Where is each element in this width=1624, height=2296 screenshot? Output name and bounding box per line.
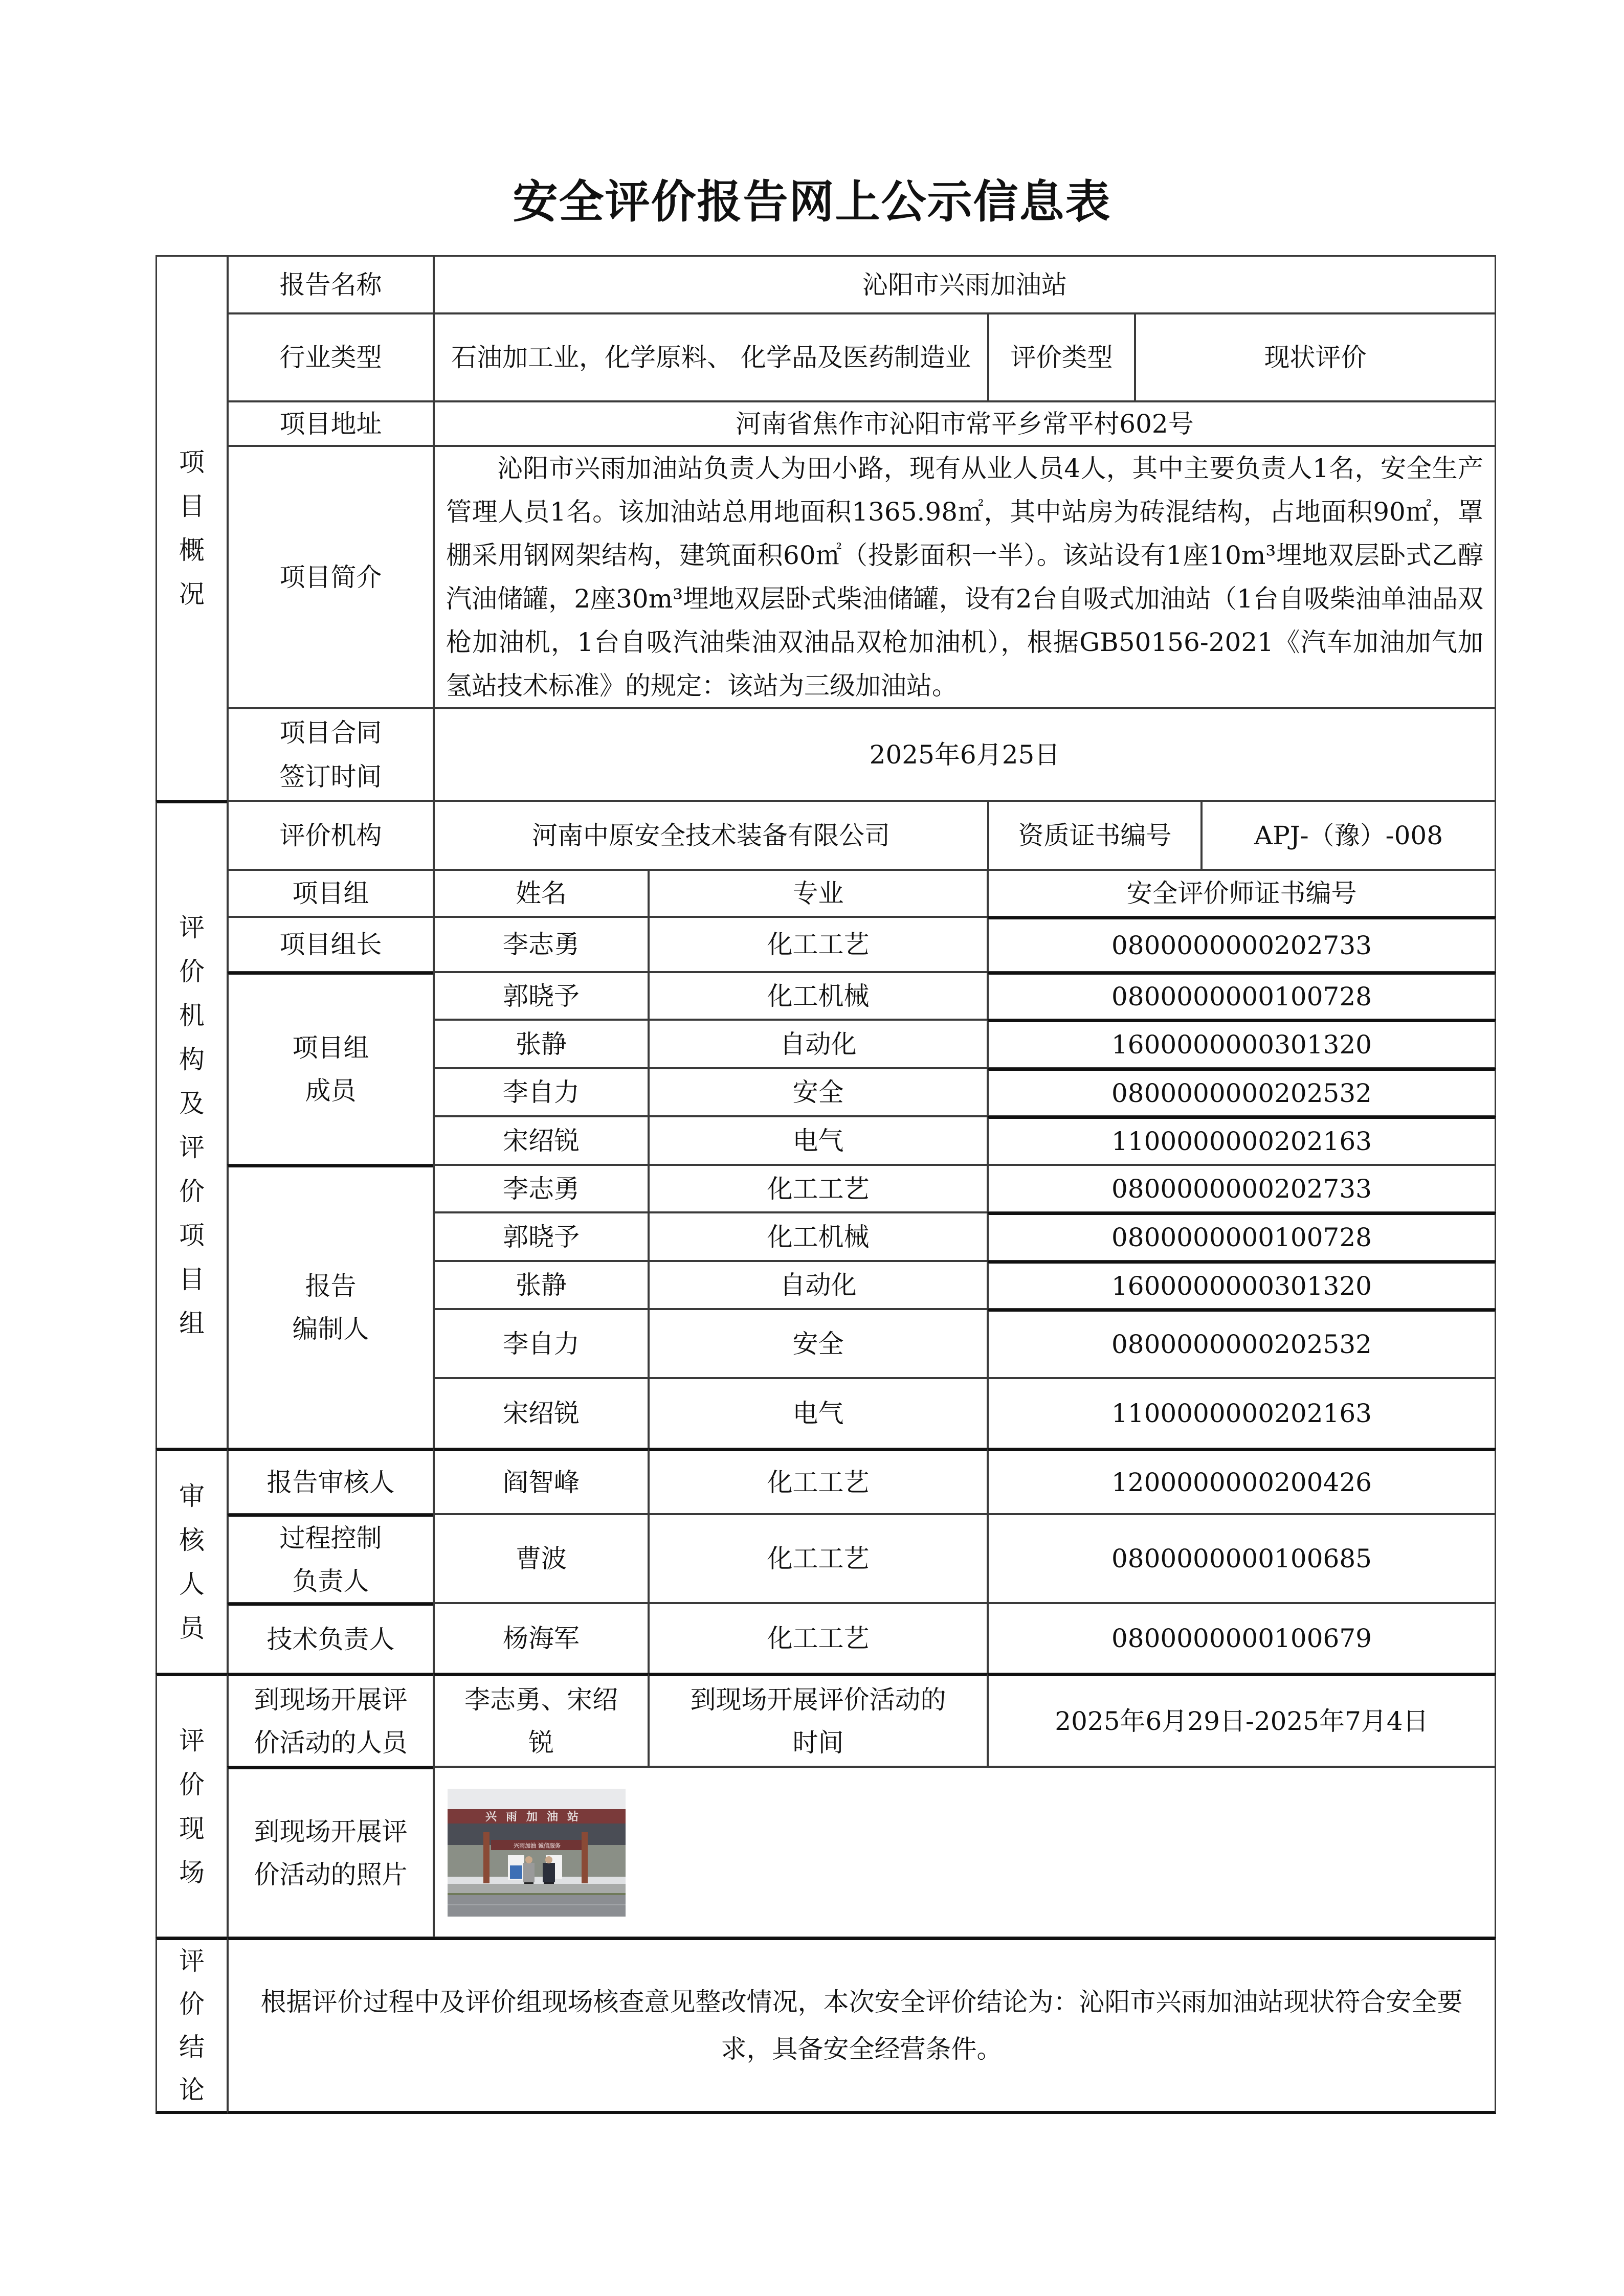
section-char: 目	[179, 1265, 205, 1294]
process-control-cert: 0800000000100685	[987, 1514, 1496, 1604]
authors-label	[227, 1164, 434, 1449]
member-cert: 0800000000202532	[987, 1068, 1496, 1117]
role-line: 过程控制	[279, 1523, 382, 1553]
member-name: 宋绍锐	[433, 1116, 649, 1165]
site-time-value: 2025年6月29日-2025年7月4日	[987, 1673, 1496, 1767]
site-time-label	[648, 1673, 988, 1767]
industry-label: 行业类型	[227, 313, 434, 402]
intro-text: 沁阳市兴雨加油站负责人为田小路，现有从业人员4人，其中主要负责人1名，安全生产管理人员1名。该加油站总用地面积1365.98㎡，其中站房为砖混结构，占地面积90㎡，罩棚采用钢网架结构，建筑面积60㎡（投影面积一半）。该站设有1座10m³埋地双层卧式乙醇汽油储罐，2座30m³埋地双层卧式柴油储罐，设有2台自吸式加油站（1台自吸柴油单油品双枪加油机，1台自吸汽油柴油双油品双枪加油机），根据GB50156-2021《汽车加油加气加氢站技术标准》的规定：该站为三级加油站。	[446, 453, 1483, 701]
section-label-review	[155, 1448, 228, 1674]
authors-label-line: 编制人	[292, 1314, 369, 1344]
label-line: 价活动的照片	[254, 1859, 408, 1889]
author-cert: 0800000000202532	[987, 1309, 1496, 1379]
address-value: 河南省焦作市沁阳市常平乡常平村602号	[433, 401, 1496, 446]
section-char: 概	[179, 535, 205, 565]
author-cert: 1600000000301320	[987, 1260, 1496, 1310]
members-label	[227, 972, 434, 1165]
contract-date: 2025年6月25日	[433, 708, 1496, 801]
section-char: 结	[179, 2032, 205, 2062]
eval-type-value: 现状评价	[1134, 313, 1496, 402]
section-char: 人	[179, 1569, 205, 1599]
reviewer-major: 化工工艺	[648, 1448, 988, 1515]
section-char: 审	[179, 1481, 205, 1511]
report-name-label: 报告名称	[227, 255, 434, 314]
process-control-major: 化工工艺	[648, 1514, 988, 1604]
conclusion-text: 根据评价过程中及评价组现场核查意见整改情况，本次安全评价结论为：沁阳市兴雨加油站现状符合安全要求，具备安全经营条件。	[227, 1937, 1496, 2114]
section-char: 论	[179, 2075, 205, 2105]
site-persons-value	[433, 1673, 649, 1767]
author-major: 自动化	[648, 1260, 988, 1310]
process-control-role	[227, 1514, 434, 1604]
members-label-line: 项目组	[292, 1033, 369, 1063]
cert-no: APJ-（豫）-008	[1201, 800, 1496, 870]
section-char: 项	[179, 1221, 205, 1250]
section-char: 机	[179, 1001, 205, 1030]
section-char: 评	[179, 1725, 205, 1755]
section-char: 评	[179, 1946, 205, 1976]
address-label: 项目地址	[227, 401, 434, 446]
section-char: 价	[179, 1177, 205, 1206]
persons-line: 锐	[528, 1727, 554, 1758]
member-major: 安全	[648, 1068, 988, 1117]
leader-major: 化工工艺	[648, 916, 988, 973]
section-char: 价	[179, 1989, 205, 2019]
eval-type-label: 评价类型	[988, 313, 1136, 402]
section-char: 目	[179, 491, 205, 521]
contract-label-line: 签订时间	[279, 761, 382, 792]
photo-sign-text: 兴雨加油站	[485, 1811, 588, 1824]
member-name: 张静	[433, 1019, 649, 1069]
cert-label: 资质证书编号	[988, 800, 1202, 870]
intro-value	[433, 445, 1496, 709]
author-major: 安全	[648, 1309, 988, 1379]
member-major: 自动化	[648, 1019, 988, 1069]
tech-lead-role: 技术负责人	[227, 1603, 434, 1674]
industry-value: 石油加工业，化学原料、 化学品及医药制造业	[433, 313, 989, 402]
section-char: 场	[179, 1857, 205, 1887]
page-title: 安全评价报告网上公示信息表	[513, 175, 1111, 228]
author-major: 电气	[648, 1378, 988, 1449]
author-name: 郭晓予	[433, 1212, 649, 1262]
section-label-site	[155, 1673, 228, 1938]
section-label-conclusion	[155, 1937, 228, 2114]
section-char: 现	[179, 1813, 205, 1843]
section-char: 价	[179, 1769, 205, 1799]
org-label: 评价机构	[227, 800, 434, 870]
author-name: 李自力	[433, 1309, 649, 1379]
section-char: 评	[179, 913, 205, 942]
header-cert: 安全评价师证书编号	[987, 869, 1496, 917]
photo-banner-text: 兴雨加油 诚信服务	[514, 1842, 561, 1849]
author-name: 李志勇	[433, 1164, 649, 1213]
site-photo	[448, 1789, 626, 1917]
author-cert: 1100000000202163	[987, 1378, 1496, 1449]
author-cert: 0800000000202733	[987, 1164, 1496, 1213]
section-char: 组	[179, 1309, 205, 1338]
header-name: 姓名	[433, 869, 649, 917]
leader-cert: 0800000000202733	[987, 916, 1496, 973]
authors-label-line: 报告	[305, 1271, 357, 1301]
label-line: 价活动的人员	[254, 1727, 408, 1758]
reviewer-cert: 1200000000200426	[987, 1448, 1496, 1515]
member-cert: 1600000000301320	[987, 1019, 1496, 1069]
members-label-line: 成员	[305, 1076, 357, 1106]
tech-lead-major: 化工工艺	[648, 1603, 988, 1674]
author-name: 张静	[433, 1260, 649, 1310]
author-major: 化工工艺	[648, 1164, 988, 1213]
org-name: 河南中原安全技术装备有限公司	[433, 800, 989, 870]
intro-label: 项目简介	[227, 445, 434, 709]
label-line: 到现场开展评价活动的	[690, 1684, 946, 1715]
role-line: 负责人	[292, 1566, 369, 1596]
author-cert: 0800000000100728	[987, 1212, 1496, 1262]
contract-label-line: 项目合同	[279, 717, 382, 748]
label-line: 到现场开展评	[254, 1684, 408, 1715]
section-label-overview	[155, 255, 228, 801]
persons-line: 李志勇、宋绍	[464, 1684, 618, 1715]
site-persons-label	[227, 1673, 434, 1767]
report-name-value: 沁阳市兴雨加油站	[433, 255, 1496, 314]
member-cert: 1100000000202163	[987, 1116, 1496, 1165]
reviewer-name: 阎智峰	[433, 1448, 649, 1515]
label-line: 时间	[792, 1727, 844, 1758]
label-line: 到现场开展评	[254, 1816, 408, 1847]
author-name: 宋绍锐	[433, 1378, 649, 1449]
leader-label: 项目组长	[227, 916, 434, 973]
member-name: 李自力	[433, 1068, 649, 1117]
member-name: 郭晓予	[433, 972, 649, 1020]
member-major: 电气	[648, 1116, 988, 1165]
reviewer-role: 报告审核人	[227, 1448, 434, 1515]
section-char: 项	[179, 447, 205, 477]
section-char: 核	[179, 1525, 205, 1555]
section-char: 况	[179, 579, 205, 609]
header-major: 专业	[648, 869, 988, 917]
process-control-name: 曹波	[433, 1514, 649, 1604]
section-char: 评	[179, 1133, 205, 1162]
section-char: 价	[179, 957, 205, 986]
section-char: 员	[179, 1613, 205, 1643]
site-photo-label	[227, 1766, 434, 1938]
section-char: 及	[179, 1089, 205, 1118]
member-cert: 0800000000100728	[987, 972, 1496, 1020]
tech-lead-name: 杨海军	[433, 1603, 649, 1674]
author-major: 化工机械	[648, 1212, 988, 1262]
tech-lead-cert: 0800000000100679	[987, 1603, 1496, 1674]
header-group: 项目组	[227, 869, 434, 917]
section-label-organization	[155, 800, 228, 1449]
member-major: 化工机械	[648, 972, 988, 1020]
leader-name: 李志勇	[433, 916, 649, 973]
section-char: 构	[179, 1045, 205, 1074]
contract-label	[227, 708, 434, 801]
